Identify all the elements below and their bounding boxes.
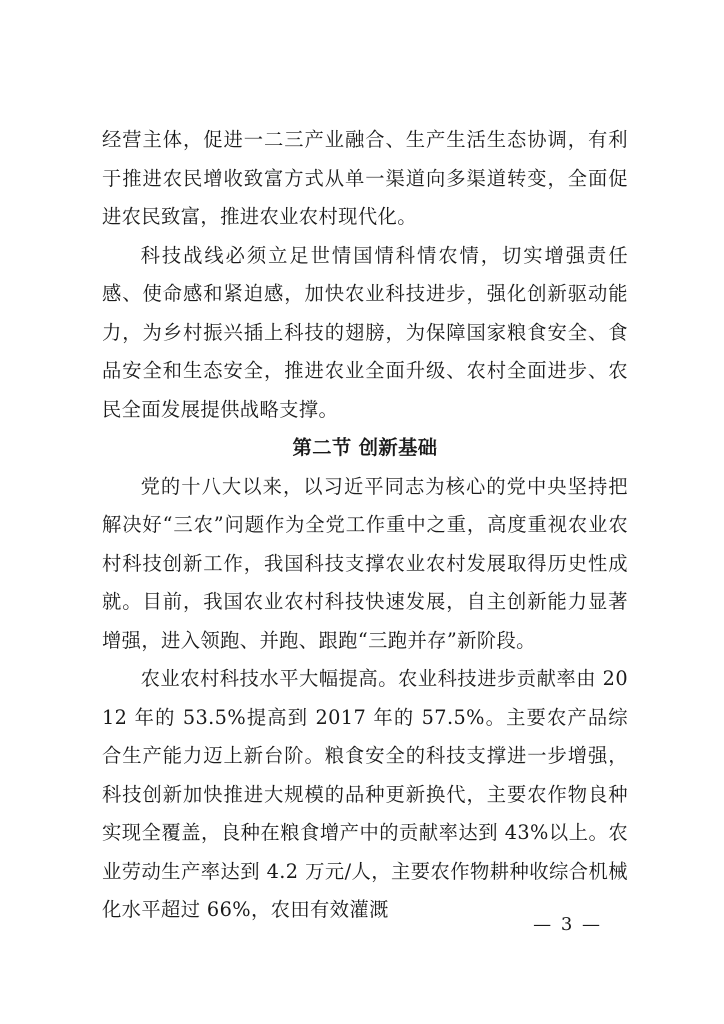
page-number: — 3 — <box>533 914 602 935</box>
paragraph-2: 科技战线必须立足世情国情科情农情，切实增强责任感、使命感和紧迫感，加快农业科技进步，强化创新驱动能力，为乡村振兴插上科技的翅膀，为保障国家粮食安全、食品安全和生态安全，推进农业全面升级、农村全面进步、农民全面发展提供战略支撑。 <box>102 243 628 421</box>
paragraph-3: 党的十八大以来，以习近平同志为核心的党中央坚持把解决好“三农”问题作为全党工作重中之重，高度重视农业农村科技创新工作，我国科技支撑农业农村发展取得历史性成就。目前，我国农业农村科技快速发展，自主创新能力显著增强，进入领跑、并跑、跟跑“三跑并存”新阶段。 <box>102 474 628 652</box>
document-body <box>102 121 628 930</box>
section-title: 第二节 创新基础 <box>292 436 438 459</box>
paragraph-1: 经营主体，促进一二三产业融合、生产生活生态协调，有利于推进农民增收致富方式从单一渠道向多渠道转变，全面促进农民致富，推进农业农村现代化。 <box>102 128 628 228</box>
paragraph-4: 农业农村科技水平大幅提高。农业科技进步贡献率由 2012 年的 53.5%提高到 2017 年的 57.5%。主要农产品综合生产能力迈上新台阶。粮食安全的科技支撑进一步增强，科技创新加快推进大规模的品种更新换代，主要农作物良种实现全覆盖，良种在粮食增产中的贡献率达到 43%以上。农业劳动生产率达到 4.2 万元/人，主要农作物耕种收综合机械化水平超过 66%，农田有效灌溉 <box>102 667 628 921</box>
